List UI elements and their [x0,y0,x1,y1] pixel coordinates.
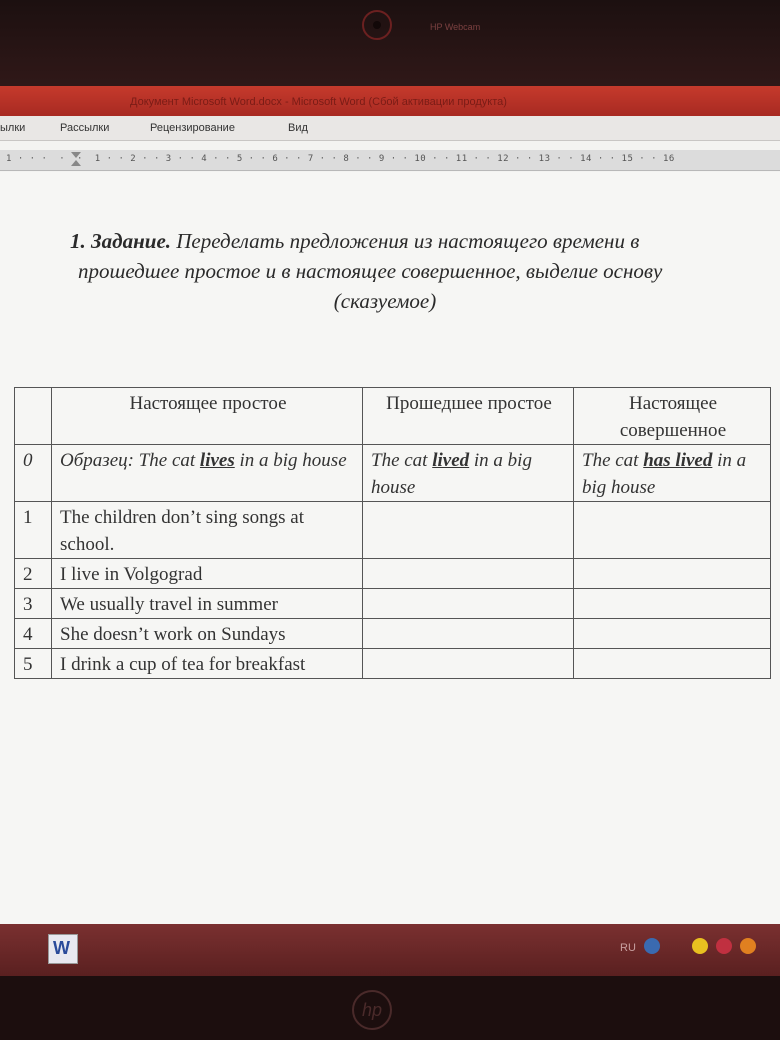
perfect-cell[interactable] [574,589,771,619]
example-present-prefix: Образец: The cat [60,450,200,471]
present-cell[interactable]: We usually travel in summer [52,589,363,619]
perfect-cell[interactable] [574,649,771,679]
ribbon-tab-review[interactable]: Рецензирование [150,122,235,134]
ribbon-tab-links[interactable]: ылки [0,122,26,134]
example-present-cell[interactable] [52,445,363,502]
header-cell-number[interactable] [15,388,52,445]
table-row [15,559,771,589]
present-cell[interactable]: I live in Volgograd [52,559,363,589]
help-icon[interactable] [644,938,660,954]
row-number[interactable]: 0 [15,445,52,502]
notification-icon[interactable] [692,938,708,954]
task-label: Задание. [91,229,172,253]
header-cell-present-perfect[interactable]: Настоящее совершенное [574,388,771,445]
ruler-scale: 1 · · · · · 1 · · 2 · · 3 · · 4 · · 5 · · 6 · · 7 · · 8 · · 9 · · 10 · · 11 · · 12 · · 13 · · 14 · · 15 · · 16 [6,154,675,164]
table-row [15,502,771,559]
window-title: Документ Microsoft Word.docx - Microsoft Word (Сбой активации продукта) [130,96,507,108]
webcam-lens [373,21,381,29]
perfect-cell[interactable] [574,502,771,559]
example-perfect-cell[interactable] [574,445,771,502]
past-cell[interactable] [363,649,574,679]
exercise-table [14,387,771,679]
past-cell[interactable] [363,589,574,619]
header-cell-present-simple[interactable]: Настоящее простое [52,388,363,445]
table-row [15,589,771,619]
language-indicator[interactable]: RU [620,942,636,954]
webcam-icon [362,10,392,40]
word-icon: W [53,938,70,958]
example-perfect-prefix: The cat [582,450,644,471]
past-cell[interactable] [363,502,574,559]
ribbon-tab-view[interactable]: Вид [288,122,308,134]
example-perfect-verb: has lived [643,450,713,471]
present-cell[interactable]: I drink a cup of tea for breakfast [52,649,363,679]
task-text-line2: прошедшее простое и в настоящее совершенное, выделие основу [78,259,663,283]
example-perfect-suffix: in a big house [582,450,747,498]
horizontal-ruler[interactable] [0,150,780,171]
task-text-line1: Переделать предложения из настоящего времени в [176,229,640,253]
example-past-cell[interactable] [363,445,574,502]
task-text-line3: (сказуемое) [333,289,437,313]
document-page[interactable] [0,172,780,932]
example-past-prefix: The cat [371,450,433,471]
taskbar [0,924,780,976]
example-past-verb: lived [432,450,470,471]
ribbon-tab-mailings[interactable]: Рассылки [60,122,110,134]
past-cell[interactable] [363,619,574,649]
task-heading [70,226,770,316]
table-header-row [15,388,771,445]
shield-icon[interactable] [716,938,732,954]
example-present-suffix: in a big house [234,450,347,471]
row-number[interactable]: 2 [15,559,52,589]
row-number[interactable]: 1 [15,502,52,559]
table-row [15,649,771,679]
task-number: 1. [70,229,86,253]
webcam-label: HP Webcam [430,22,481,32]
ribbon-tabs [0,116,780,141]
perfect-cell[interactable] [574,619,771,649]
screen [0,86,780,976]
row-number[interactable]: 4 [15,619,52,649]
perfect-cell[interactable] [574,559,771,589]
present-cell[interactable]: She doesn’t work on Sundays [52,619,363,649]
row-number[interactable]: 5 [15,649,52,679]
example-present-verb: lives [199,450,235,471]
table-row-example [15,445,771,502]
present-cell[interactable]: The children don’t sing songs at school. [52,502,363,559]
laptop-bezel-bottom [0,976,780,1040]
table-row [15,619,771,649]
example-past-suffix: in a big house [371,450,532,498]
download-icon[interactable] [740,938,756,954]
past-cell[interactable] [363,559,574,589]
word-taskbar-button[interactable] [48,934,78,964]
hp-logo: hp [352,990,392,1030]
window-titlebar [0,86,780,116]
row-number[interactable]: 3 [15,589,52,619]
laptop-bezel-top [0,0,780,86]
header-cell-past-simple[interactable]: Прошедшее простое [363,388,574,445]
